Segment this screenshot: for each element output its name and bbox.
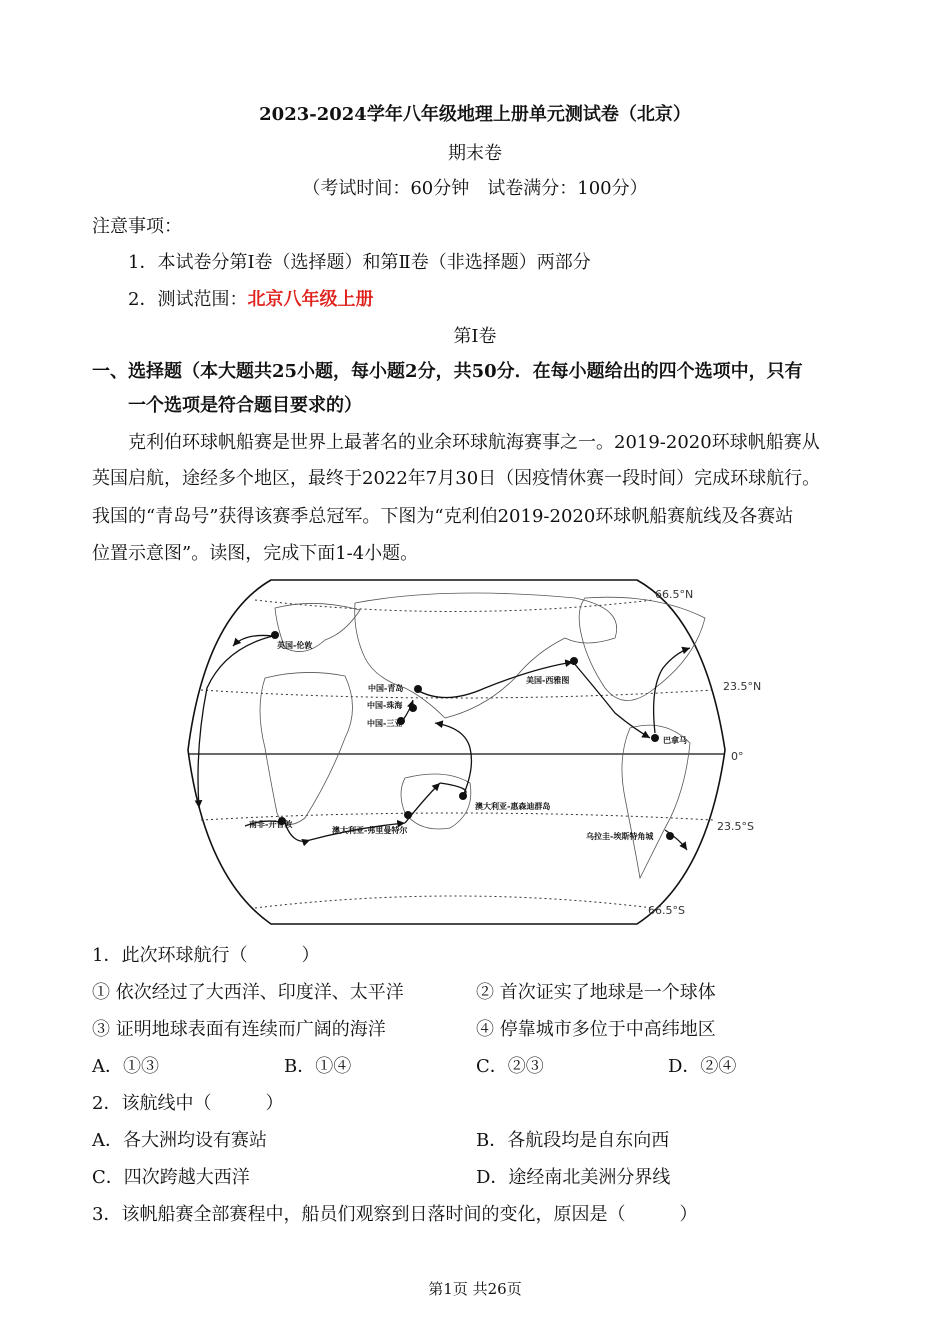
q1-option-c[interactable]: C．②③ — [476, 1056, 544, 1077]
q1-statement-1: ① 依次经过了大西洋、印度洋、太平洋 — [92, 982, 404, 1003]
route-map — [185, 578, 762, 928]
station-label-zhuhai: 中国-珠海 — [367, 701, 403, 710]
route-lines — [198, 615, 690, 850]
page-subtitle: 期末卷 — [448, 143, 502, 164]
section-heading-line1: 一、选择题（本大题共25小题，每小题2分，共50分．在每小题给出的四个选项中，只有 — [92, 361, 803, 382]
notes-heading: 注意事项： — [92, 216, 182, 237]
q2-option-b[interactable]: B．各航段均是自东向西 — [476, 1130, 670, 1151]
station-dots — [271, 631, 674, 840]
q1-statement-3: ③ 证明地球表面有连续而广阔的海洋 — [92, 1019, 386, 1040]
q1-statement-2: ② 首次证实了地球是一个球体 — [476, 982, 716, 1003]
station-label-fremantle: 澳大利亚-弗里曼特尔 — [332, 826, 408, 835]
q1-statement-4: ④ 停靠城市多位于中高纬地区 — [476, 1019, 716, 1040]
arctic-circle-line — [255, 600, 653, 612]
lat-label-23S: 23.5°S — [717, 820, 754, 833]
station-label-panama: 巴拿马 — [663, 736, 687, 745]
q1-option-d[interactable]: D．②④ — [668, 1056, 737, 1077]
antarctic-circle-line — [255, 896, 653, 908]
test-scope-highlight: 北京八年级上册 — [247, 289, 374, 310]
q2-option-d[interactable]: D．途经南北美洲分界线 — [476, 1167, 671, 1188]
lat-label-23N: 23.5°N — [723, 680, 762, 693]
station-label-seattle: 美国-西雅图 — [526, 676, 570, 685]
q2-option-c[interactable]: C．四次跨越大西洋 — [92, 1167, 250, 1188]
exam-info: （考试时间：60分钟 试卷满分：100分） — [302, 178, 648, 199]
volume-title: 第Ⅰ卷 — [453, 326, 497, 347]
q2-stem: 2．该航线中（ ） — [92, 1093, 284, 1114]
station-label-qingdao: 中国-青岛 — [368, 684, 404, 693]
lat-label-66N: 66.5°N — [655, 588, 694, 601]
map-frame — [188, 580, 725, 924]
station-label-london: 英国-伦敦 — [277, 641, 313, 650]
passage-line-2: 英国启航，途经多个地区，最终于2022年7月30日（因疫情休赛一段时间）完成环球航行。 — [92, 468, 821, 489]
passage-line-1: 克利伯环球帆船赛是世界上最著名的业余环球航海赛事之一。2019-2020环球帆船赛从 — [128, 432, 820, 453]
lat-label-equator: 0° — [731, 750, 744, 763]
station-label-punta-del-este: 乌拉圭-埃斯特角城 — [586, 832, 654, 841]
notes-item-1: 1．本试卷分第Ⅰ卷（选择题）和第Ⅱ卷（非选择题）两部分 — [128, 252, 591, 273]
page-footer: 第1页 共26页 — [428, 1280, 522, 1298]
q2-option-a[interactable]: A．各大洲均设有赛站 — [92, 1130, 267, 1151]
passage-line-3: 我国的“青岛号”获得该赛季总冠军。下图为“克利伯2019-2020环球帆船赛航线及各赛站 — [92, 506, 794, 527]
station-label-capetown: 南非-开普敦 — [249, 820, 293, 829]
q1-option-b[interactable]: B．①④ — [284, 1056, 352, 1077]
notes-item-2 — [128, 287, 373, 313]
passage-line-4: 位置示意图”。读图，完成下面1-4小题。 — [92, 543, 419, 564]
q3-stem: 3．该帆船赛全部赛程中，船员们观察到日落时间的变化，原因是（ ） — [92, 1204, 698, 1225]
notes-item-2-prefix: 2．测试范围： — [128, 289, 248, 310]
section-heading-line2: 一个选项是符合题目要求的） — [128, 395, 362, 416]
station-label-sanya: 中国-三亚 — [367, 719, 403, 728]
lat-label-66S: 66.5°S — [648, 904, 685, 917]
station-label-whitsundays: 澳大利亚-惠森迪群岛 — [475, 802, 551, 811]
page-title: 2023-2024学年八年级地理上册单元测试卷（北京） — [259, 104, 691, 125]
q1-option-a[interactable]: A．①③ — [92, 1056, 159, 1077]
q1-stem: 1．此次环球航行（ ） — [92, 945, 320, 966]
